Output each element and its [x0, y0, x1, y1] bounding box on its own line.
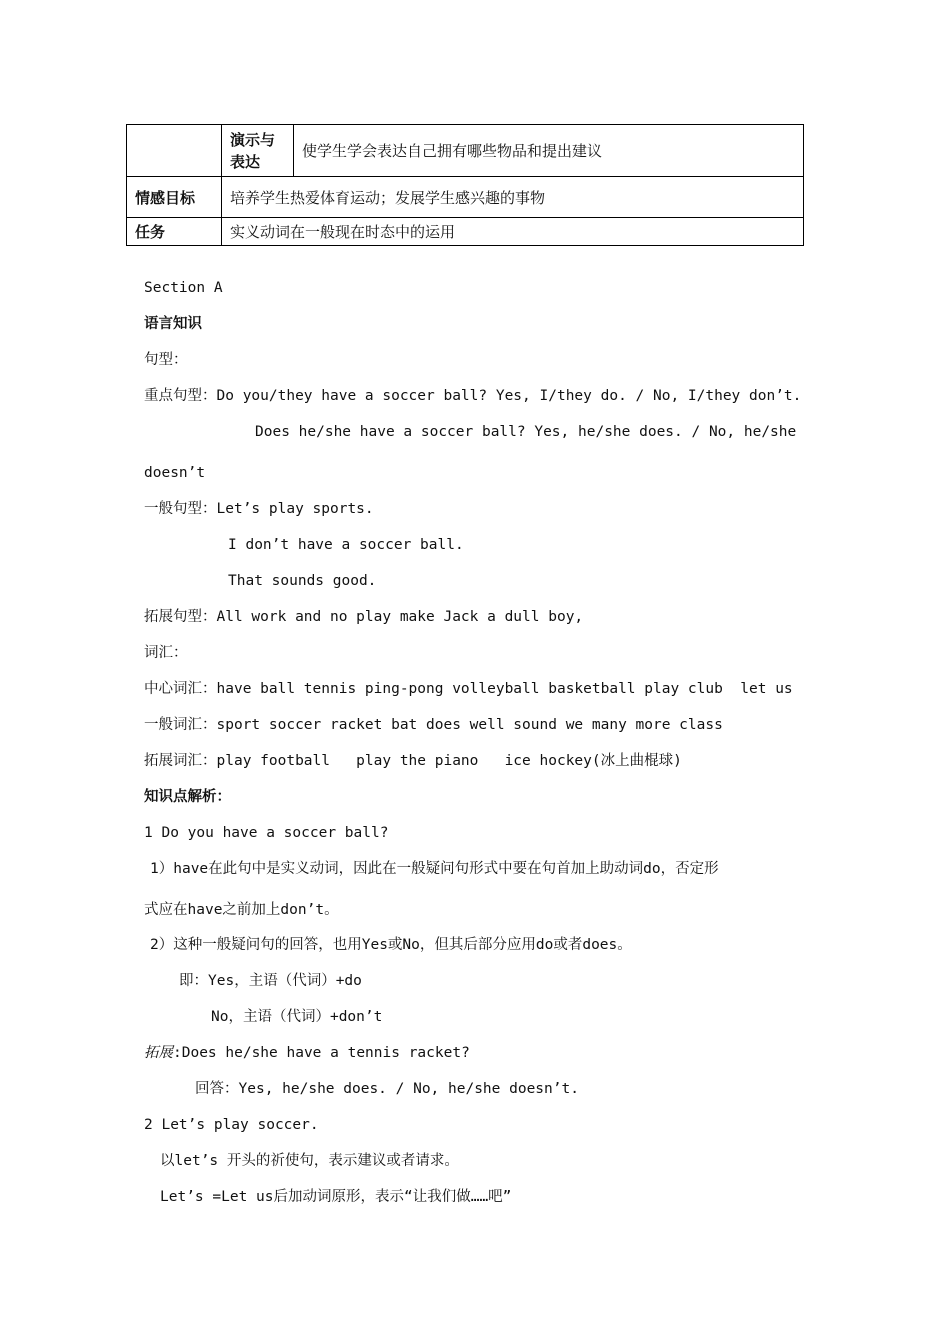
table-row [127, 177, 804, 218]
objectives-table [126, 124, 804, 246]
point-line: No，主语（代词）+don’t [211, 1009, 383, 1025]
table-cell: 任务 [127, 218, 222, 246]
table-row [127, 218, 804, 246]
general-pattern-line: I don’t have a soccer ball. [228, 537, 464, 553]
core-vocabulary-line: 中心词汇：have ball tennis ping-pong volleyball basketball play club let us [144, 681, 793, 697]
point-line: 回答：Yes, he/she does. / No, he/she doesn’t. [195, 1081, 579, 1097]
sentence-patterns-label: 句型： [144, 352, 188, 368]
point-line: 以let’s 开头的祈使句，表示建议或者请求。 [160, 1153, 459, 1169]
key-pattern-line: 重点句型：Do you/they have a soccer ball? Yes, I/they do. / No, I/they don’t. [144, 388, 802, 404]
table-cell: 使学生学会表达自己拥有哪些物品和提出建议 [294, 125, 804, 177]
extension-line [144, 1043, 470, 1063]
section-heading: Section A [144, 280, 223, 296]
point-line: 式应在have之前加上don’t。 [144, 902, 339, 918]
extended-pattern-line: 拓展句型：All work and no play make Jack a dull boy, [144, 609, 584, 625]
language-knowledge-heading: 语言知识 [144, 316, 202, 332]
general-pattern-line: 一般句型：Let’s play sports. [144, 501, 374, 517]
point-line: Let’s =Let us后加动词原形，表示“让我们做……吧” [160, 1189, 512, 1205]
extension-question: :Does he/she have a tennis racket? [173, 1045, 470, 1061]
vocabulary-label: 词汇： [144, 645, 188, 661]
general-vocabulary-line: 一般词汇：sport soccer racket bat does well sound we many more class [144, 717, 723, 733]
point-line: 1 Do you have a soccer ball? [144, 825, 389, 841]
extended-vocabulary-line: 拓展词汇：play football play the piano ice hockey(冰上曲棍球) [144, 753, 682, 769]
table-cell: 实义动词在一般现在时态中的运用 [222, 218, 804, 246]
point-line: 即：Yes，主语（代词）+do [179, 973, 362, 989]
extension-label: 拓展 [144, 1045, 173, 1061]
point-line: 2 Let’s play soccer. [144, 1117, 319, 1133]
point-line: 2）这种一般疑问句的回答，也用Yes或No，但其后部分应用do或者does。 [150, 937, 632, 953]
table-cell: 培养学生热爱体育运动；发展学生感兴趣的事物 [222, 177, 804, 218]
general-pattern-line: That sounds good. [228, 573, 377, 589]
table-cell [127, 125, 222, 177]
table-row [127, 125, 804, 177]
key-pattern-line: doesn’t [144, 465, 206, 481]
table-cell: 演示与表达 [222, 125, 294, 177]
key-pattern-line: Does he/she have a soccer ball? Yes, he/she does. / No, he/she [255, 424, 797, 440]
point-line: 1）have在此句中是实义动词，因此在一般疑问句形式中要在句首加上助动词do，否定形 [150, 861, 719, 877]
table-cell: 情感目标 [127, 177, 222, 218]
analysis-heading: 知识点解析： [144, 789, 231, 805]
